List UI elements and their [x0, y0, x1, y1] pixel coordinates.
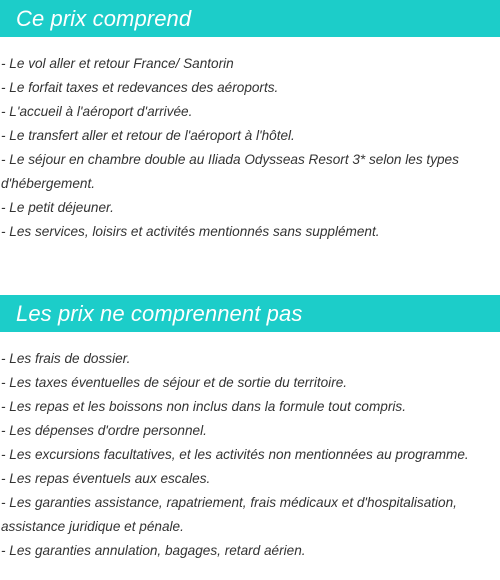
list-item: - Les garanties annulation, bagages, retard aérien.	[1, 543, 306, 558]
price-excludes-banner	[0, 295, 500, 332]
price-includes-list	[0, 37, 500, 244]
list-item: - Le transfert aller et retour de l'aéroport à l'hôtel.	[1, 128, 295, 143]
price-excludes-section	[0, 295, 500, 563]
price-includes-section	[0, 0, 500, 244]
list-item: - Les frais de dossier.	[1, 351, 131, 366]
list-item: - Les excursions facultatives, et les activités non mentionnées au programme.	[1, 447, 469, 462]
price-includes-title: Ce prix comprend	[16, 5, 192, 31]
price-excludes-title: Les prix ne comprennent pas	[16, 300, 303, 326]
price-includes-banner	[0, 0, 500, 37]
list-item: - Les taxes éventuelles de séjour et de sortie du territoire.	[1, 375, 348, 390]
price-excludes-list	[0, 332, 500, 563]
list-item: - Les services, loisirs et activités mentionnés sans supplément.	[1, 224, 380, 239]
list-item: - Le vol aller et retour France/ Santorin	[1, 56, 234, 71]
list-item: - Les repas et les boissons non inclus dans la formule tout compris.	[1, 399, 406, 414]
list-item: - Les garanties assistance, rapatriement, frais médicaux et d'hospitalisation, assistance juridique et pénale.	[1, 495, 457, 534]
list-item: - Les dépenses d'ordre personnel.	[1, 423, 207, 438]
list-item: - Les repas éventuels aux escales.	[1, 471, 211, 486]
list-item: - Le petit déjeuner.	[1, 200, 114, 215]
list-item: - L'accueil à l'aéroport d'arrivée.	[1, 104, 193, 119]
list-item: - Le séjour en chambre double au Iliada Odysseas Resort 3* selon les types d'hébergement.	[1, 152, 459, 191]
list-item: - Le forfait taxes et redevances des aéroports.	[1, 80, 279, 95]
